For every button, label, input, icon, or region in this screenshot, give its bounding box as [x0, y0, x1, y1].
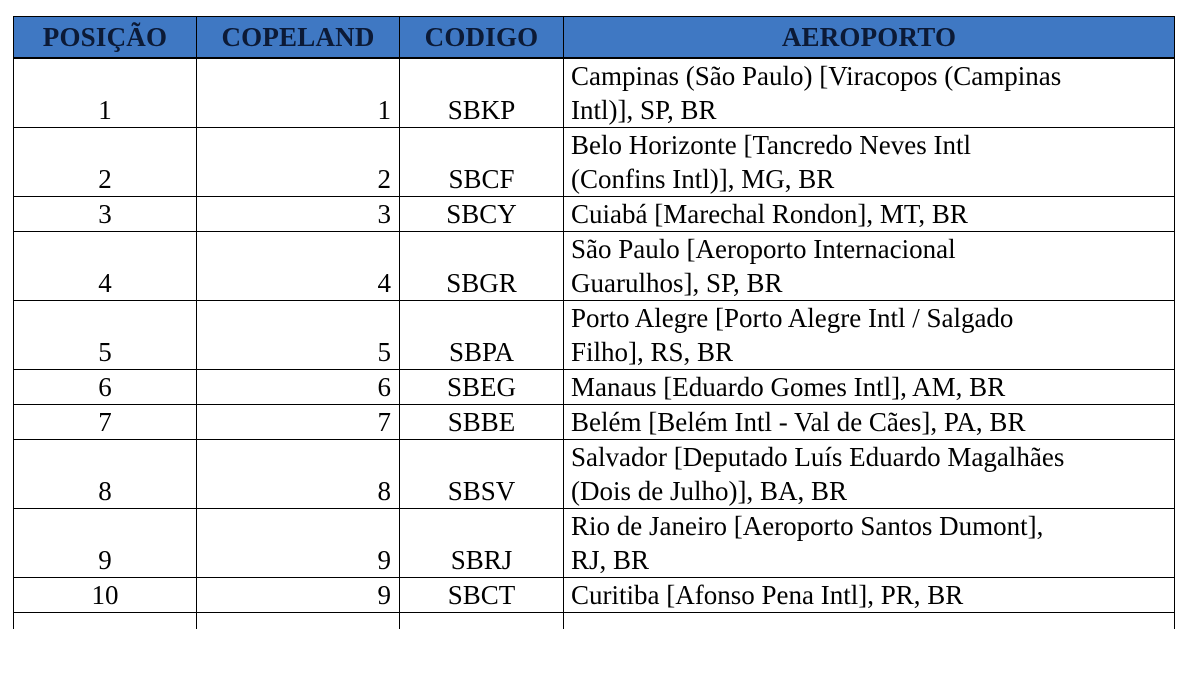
cell-aeroporto [564, 509, 1175, 578]
cell-codigo: SBBE [400, 405, 564, 440]
aeroporto-line: Campinas (São Paulo) [Viracopos (Campinas [571, 61, 1062, 91]
aeroporto-line: Manaus [Eduardo Gomes Intl], AM, BR [571, 372, 1006, 402]
table-row [14, 578, 1175, 613]
cell-codigo: SBCF [400, 128, 564, 197]
cell-empty [197, 613, 400, 630]
cell-copeland: 1 [197, 58, 400, 128]
cell-aeroporto [564, 405, 1175, 440]
cell-posicao: 2 [14, 128, 197, 197]
aeroporto-line: Intl)], SP, BR [571, 95, 717, 125]
aeroporto-line: (Dois de Julho)], BA, BR [571, 476, 847, 506]
cell-posicao: 10 [14, 578, 197, 613]
cell-posicao: 9 [14, 509, 197, 578]
cell-codigo: SBCT [400, 578, 564, 613]
cell-aeroporto [564, 370, 1175, 405]
cell-posicao: 8 [14, 440, 197, 509]
cell-posicao: 3 [14, 197, 197, 232]
cell-empty [14, 613, 197, 630]
table-row [14, 301, 1175, 370]
cell-posicao: 5 [14, 301, 197, 370]
table-row [14, 509, 1175, 578]
header-copeland: COPELAND [197, 17, 400, 59]
cell-aeroporto [564, 197, 1175, 232]
cell-empty [400, 613, 564, 630]
cell-copeland: 6 [197, 370, 400, 405]
table-row [14, 128, 1175, 197]
header-posicao: POSIÇÃO [14, 17, 197, 59]
cell-aeroporto [564, 440, 1175, 509]
cell-posicao: 7 [14, 405, 197, 440]
cell-copeland: 9 [197, 578, 400, 613]
cell-empty [564, 613, 1175, 630]
cell-aeroporto [564, 232, 1175, 301]
cell-codigo: SBEG [400, 370, 564, 405]
aeroporto-line: Curitiba [Afonso Pena Intl], PR, BR [571, 580, 964, 610]
cell-copeland: 8 [197, 440, 400, 509]
table-row [14, 370, 1175, 405]
aeroporto-line: Filho], RS, BR [571, 337, 734, 367]
cell-aeroporto [564, 578, 1175, 613]
aeroporto-line: Belém [Belém Intl - Val de Cães], PA, BR [571, 407, 1026, 437]
cell-copeland: 5 [197, 301, 400, 370]
cell-codigo: SBCY [400, 197, 564, 232]
table-body [14, 58, 1175, 629]
cell-posicao: 1 [14, 58, 197, 128]
cell-codigo: SBRJ [400, 509, 564, 578]
table-header [14, 17, 1175, 59]
table-row [14, 197, 1175, 232]
cell-codigo: SBGR [400, 232, 564, 301]
cell-copeland: 3 [197, 197, 400, 232]
table-row [14, 440, 1175, 509]
table-row [14, 58, 1175, 128]
cell-aeroporto [564, 58, 1175, 128]
aeroporto-line: (Confins Intl)], MG, BR [571, 164, 835, 194]
cell-aeroporto [564, 301, 1175, 370]
cell-copeland: 9 [197, 509, 400, 578]
airport-ranking-table [13, 16, 1175, 629]
cell-copeland: 7 [197, 405, 400, 440]
table-row-partial [14, 613, 1175, 630]
aeroporto-line: São Paulo [Aeroporto Internacional [571, 234, 956, 264]
cell-codigo: SBKP [400, 58, 564, 128]
cell-codigo: SBPA [400, 301, 564, 370]
cell-posicao: 4 [14, 232, 197, 301]
cell-posicao: 6 [14, 370, 197, 405]
table-row [14, 232, 1175, 301]
aeroporto-line: Belo Horizonte [Tancredo Neves Intl [571, 130, 971, 160]
cell-aeroporto [564, 128, 1175, 197]
aeroporto-line: RJ, BR [571, 545, 650, 575]
table-row [14, 405, 1175, 440]
header-codigo: CODIGO [400, 17, 564, 59]
header-row [14, 17, 1175, 59]
aeroporto-line: Rio de Janeiro [Aeroporto Santos Dumont], [571, 511, 1044, 541]
cell-copeland: 2 [197, 128, 400, 197]
cell-copeland: 4 [197, 232, 400, 301]
cell-codigo: SBSV [400, 440, 564, 509]
header-aeroporto: AEROPORTO [564, 17, 1175, 59]
aeroporto-line: Guarulhos], SP, BR [571, 268, 783, 298]
aeroporto-line: Porto Alegre [Porto Alegre Intl / Salgado [571, 303, 1014, 333]
aeroporto-line: Cuiabá [Marechal Rondon], MT, BR [571, 199, 968, 229]
aeroporto-line: Salvador [Deputado Luís Eduardo Magalhães [571, 442, 1065, 472]
